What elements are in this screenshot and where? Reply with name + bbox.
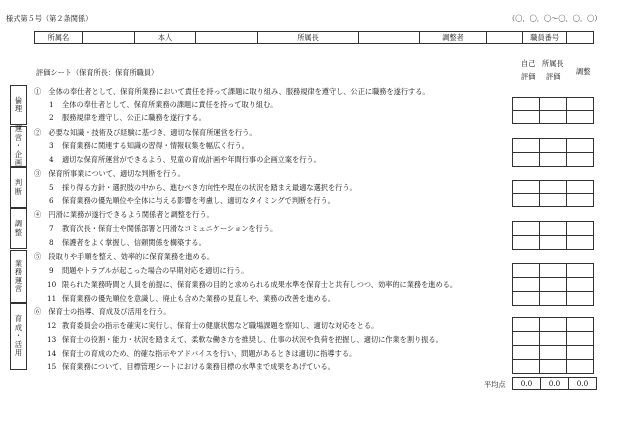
score-self[interactable] — [513, 264, 540, 278]
item-number: 8 — [49, 238, 54, 247]
section-heading: ② 必要な知識・技術及び経験に基づき、適切な保育所運営を行う。 — [34, 128, 257, 137]
score-adjust[interactable] — [567, 139, 594, 153]
score-manager[interactable] — [540, 111, 567, 124]
item-number: 3 — [49, 141, 54, 150]
score-manager[interactable] — [540, 98, 567, 111]
score-self[interactable] — [513, 181, 540, 194]
score-adjust[interactable] — [567, 181, 594, 194]
score-self[interactable] — [513, 111, 540, 124]
score-grid — [512, 221, 594, 250]
category-operations: 業 務 運 営 — [10, 250, 27, 303]
average-table — [512, 377, 597, 390]
score-self[interactable] — [513, 139, 540, 153]
item-text: 教育委員会の指示を確実に実行し、保育士の健康状態など職場課題を察知し、適切な対応をとる。 — [62, 321, 379, 330]
item-number: 11 — [47, 294, 57, 303]
item-number: 13 — [47, 335, 57, 344]
item-text: 保育業務の優先順位を意識し、廃止も含めた業務の見直しや、業務の改善を進める。 — [62, 294, 335, 303]
score-manager[interactable] — [540, 292, 567, 306]
item-number: 4 — [49, 155, 54, 164]
score-grid — [512, 317, 594, 374]
item-number: 12 — [47, 321, 57, 330]
item-text: 服務規律を遵守し、公正に職務を遂行する。 — [62, 113, 206, 122]
score-adjust[interactable] — [567, 360, 594, 374]
score-self[interactable] — [513, 98, 540, 111]
item-text: 保育士の育成のため、的確な指示やアドバイスを行い、問題があるときは適切に指導する。 — [62, 349, 357, 358]
score-adjust[interactable] — [567, 194, 594, 207]
column-manager-line2: 評価 — [546, 72, 561, 81]
score-adjust[interactable] — [567, 111, 594, 124]
section-heading: ⑤ 段取りや手順を整え、効率的に保育業務を進める。 — [34, 252, 215, 261]
item-text: 教育次長・保育士や関係部署と円滑なコミュニケーションを行う。 — [62, 224, 278, 233]
score-adjust[interactable] — [567, 346, 594, 360]
item-text: 保育士の役割・能力・状況を踏まえて、柔軟な働き方を推奨し、仕事の状況や負荷を把握し、適切に作業を割り振る。 — [62, 335, 443, 344]
score-manager[interactable] — [540, 360, 567, 374]
item-number: 7 — [49, 224, 54, 233]
section-heading: ④ 円滑に業務が遂行できるよう関係者と調整を行う。 — [34, 210, 214, 219]
score-adjust[interactable] — [567, 332, 594, 346]
average-adjust: 0.0 — [569, 378, 597, 390]
score-grid — [512, 138, 594, 167]
item-text: 問題やトラブルが起こった場合の早期対応を適切に行う。 — [62, 266, 249, 275]
column-manager-line1: 所属長 — [542, 59, 564, 68]
score-self[interactable] — [513, 194, 540, 207]
score-adjust[interactable] — [567, 236, 594, 250]
score-manager[interactable] — [540, 153, 567, 167]
item-number: 15 — [47, 362, 57, 371]
score-manager[interactable] — [540, 222, 567, 236]
score-self[interactable] — [513, 318, 540, 332]
section-heading: ① 全体の奉仕者として、保育所業務において責任を持って課題に取り組み、服務規律を遵守し、公正に職務を遂行する。 — [34, 87, 430, 96]
header-label-staff-number: 職員番号 — [523, 32, 567, 43]
average-self: 0.0 — [513, 378, 541, 390]
section-heading: ⑥ 保育士の指導、育成及び活用を行う。 — [34, 307, 171, 316]
header-label-self: 本人 — [135, 32, 197, 43]
header-table — [34, 31, 594, 44]
header-field-manager[interactable] — [359, 32, 420, 43]
item-text: 保育業務について、目標管理シートにおける業務目標の水準まで成果をあげている。 — [62, 362, 335, 371]
header-field-department[interactable] — [83, 32, 135, 43]
header-field-staff-number[interactable] — [567, 32, 593, 43]
item-text: 保育業務に関連する知識の習得・情報収集を幅広く行う。 — [62, 141, 249, 150]
score-adjust[interactable] — [567, 153, 594, 167]
item-number: 1 — [49, 100, 54, 109]
score-adjust[interactable] — [567, 318, 594, 332]
category-management-planning: 運 営 ・ 企 画 — [10, 126, 27, 167]
score-manager[interactable] — [540, 194, 567, 207]
score-self[interactable] — [513, 222, 540, 236]
item-number: 9 — [49, 266, 54, 275]
score-manager[interactable] — [540, 318, 567, 332]
item-text: 全体の奉仕者として、保育所業務の課題に責任を持って取り組む。 — [62, 100, 278, 109]
score-self[interactable] — [513, 236, 540, 250]
average-label: 平均点 — [484, 380, 506, 389]
score-manager[interactable] — [540, 139, 567, 153]
score-self[interactable] — [513, 332, 540, 346]
score-self[interactable] — [513, 346, 540, 360]
score-manager[interactable] — [540, 181, 567, 194]
item-number: 10 — [47, 280, 57, 289]
item-number: 2 — [49, 113, 54, 122]
header-field-adjuster[interactable] — [487, 32, 523, 43]
header-field-self[interactable] — [196, 32, 258, 43]
item-text: 保護者をよく掌握し、信頼関係を構築する。 — [62, 238, 206, 247]
score-grid — [512, 97, 594, 124]
category-ethics: 倫 理 — [10, 85, 27, 125]
date-range: （〇．〇．〇〜〇．〇．〇） — [508, 14, 602, 23]
score-grid — [512, 263, 594, 306]
header-label-department: 所属名 — [35, 32, 83, 43]
sheet-title: 評価シート（保育所長：保育所職員） — [36, 68, 159, 77]
score-adjust[interactable] — [567, 222, 594, 236]
score-manager[interactable] — [540, 236, 567, 250]
category-judgement: 判 断 — [10, 167, 27, 208]
category-coordination: 調 整 — [10, 208, 27, 249]
score-adjust[interactable] — [567, 98, 594, 111]
score-manager[interactable] — [540, 332, 567, 346]
score-manager[interactable] — [540, 346, 567, 360]
score-adjust[interactable] — [567, 264, 594, 278]
column-self-line1: 自己 — [521, 59, 536, 68]
item-text: 限られた業務時間と人員を前提に、保育業務の目的と求められる成果水準を保育士と共有しつつ、効率的に業務を進める。 — [62, 280, 458, 289]
score-manager[interactable] — [540, 278, 567, 292]
item-text: 保育業務の優先順位や全体に与える影響を考慮し、適切なタイミングで判断を行う。 — [62, 196, 335, 205]
header-label-manager: 所属長 — [258, 32, 359, 43]
score-self[interactable] — [513, 278, 540, 292]
score-self[interactable] — [513, 360, 540, 374]
score-grid — [512, 180, 594, 207]
item-text: 採り得る方針・選択肢の中から、進むべき方向性や現在の状況を踏まえ最適な選択を行う。 — [62, 183, 357, 192]
category-development: 育 成 ・ 活 用 — [10, 303, 27, 370]
item-number: 14 — [47, 349, 57, 358]
item-number: 5 — [49, 183, 54, 192]
item-number: 6 — [49, 196, 54, 205]
form-number: 様式第５号（第２条関係） — [6, 14, 93, 23]
score-adjust[interactable] — [567, 278, 594, 292]
section-heading: ③ 保育所事業について、適切な判断を行う。 — [34, 169, 185, 178]
score-manager[interactable] — [540, 264, 567, 278]
column-adjust: 調整 — [576, 67, 591, 76]
column-self-line2: 評価 — [521, 72, 536, 81]
score-self[interactable] — [513, 292, 540, 306]
average-manager: 0.0 — [541, 378, 569, 390]
header-label-adjuster: 調整者 — [420, 32, 488, 43]
item-text: 適切な保育所運営ができるよう、児童の育成計画や年間行事の企画立案を行う。 — [62, 155, 321, 164]
score-self[interactable] — [513, 153, 540, 167]
score-adjust[interactable] — [567, 292, 594, 306]
